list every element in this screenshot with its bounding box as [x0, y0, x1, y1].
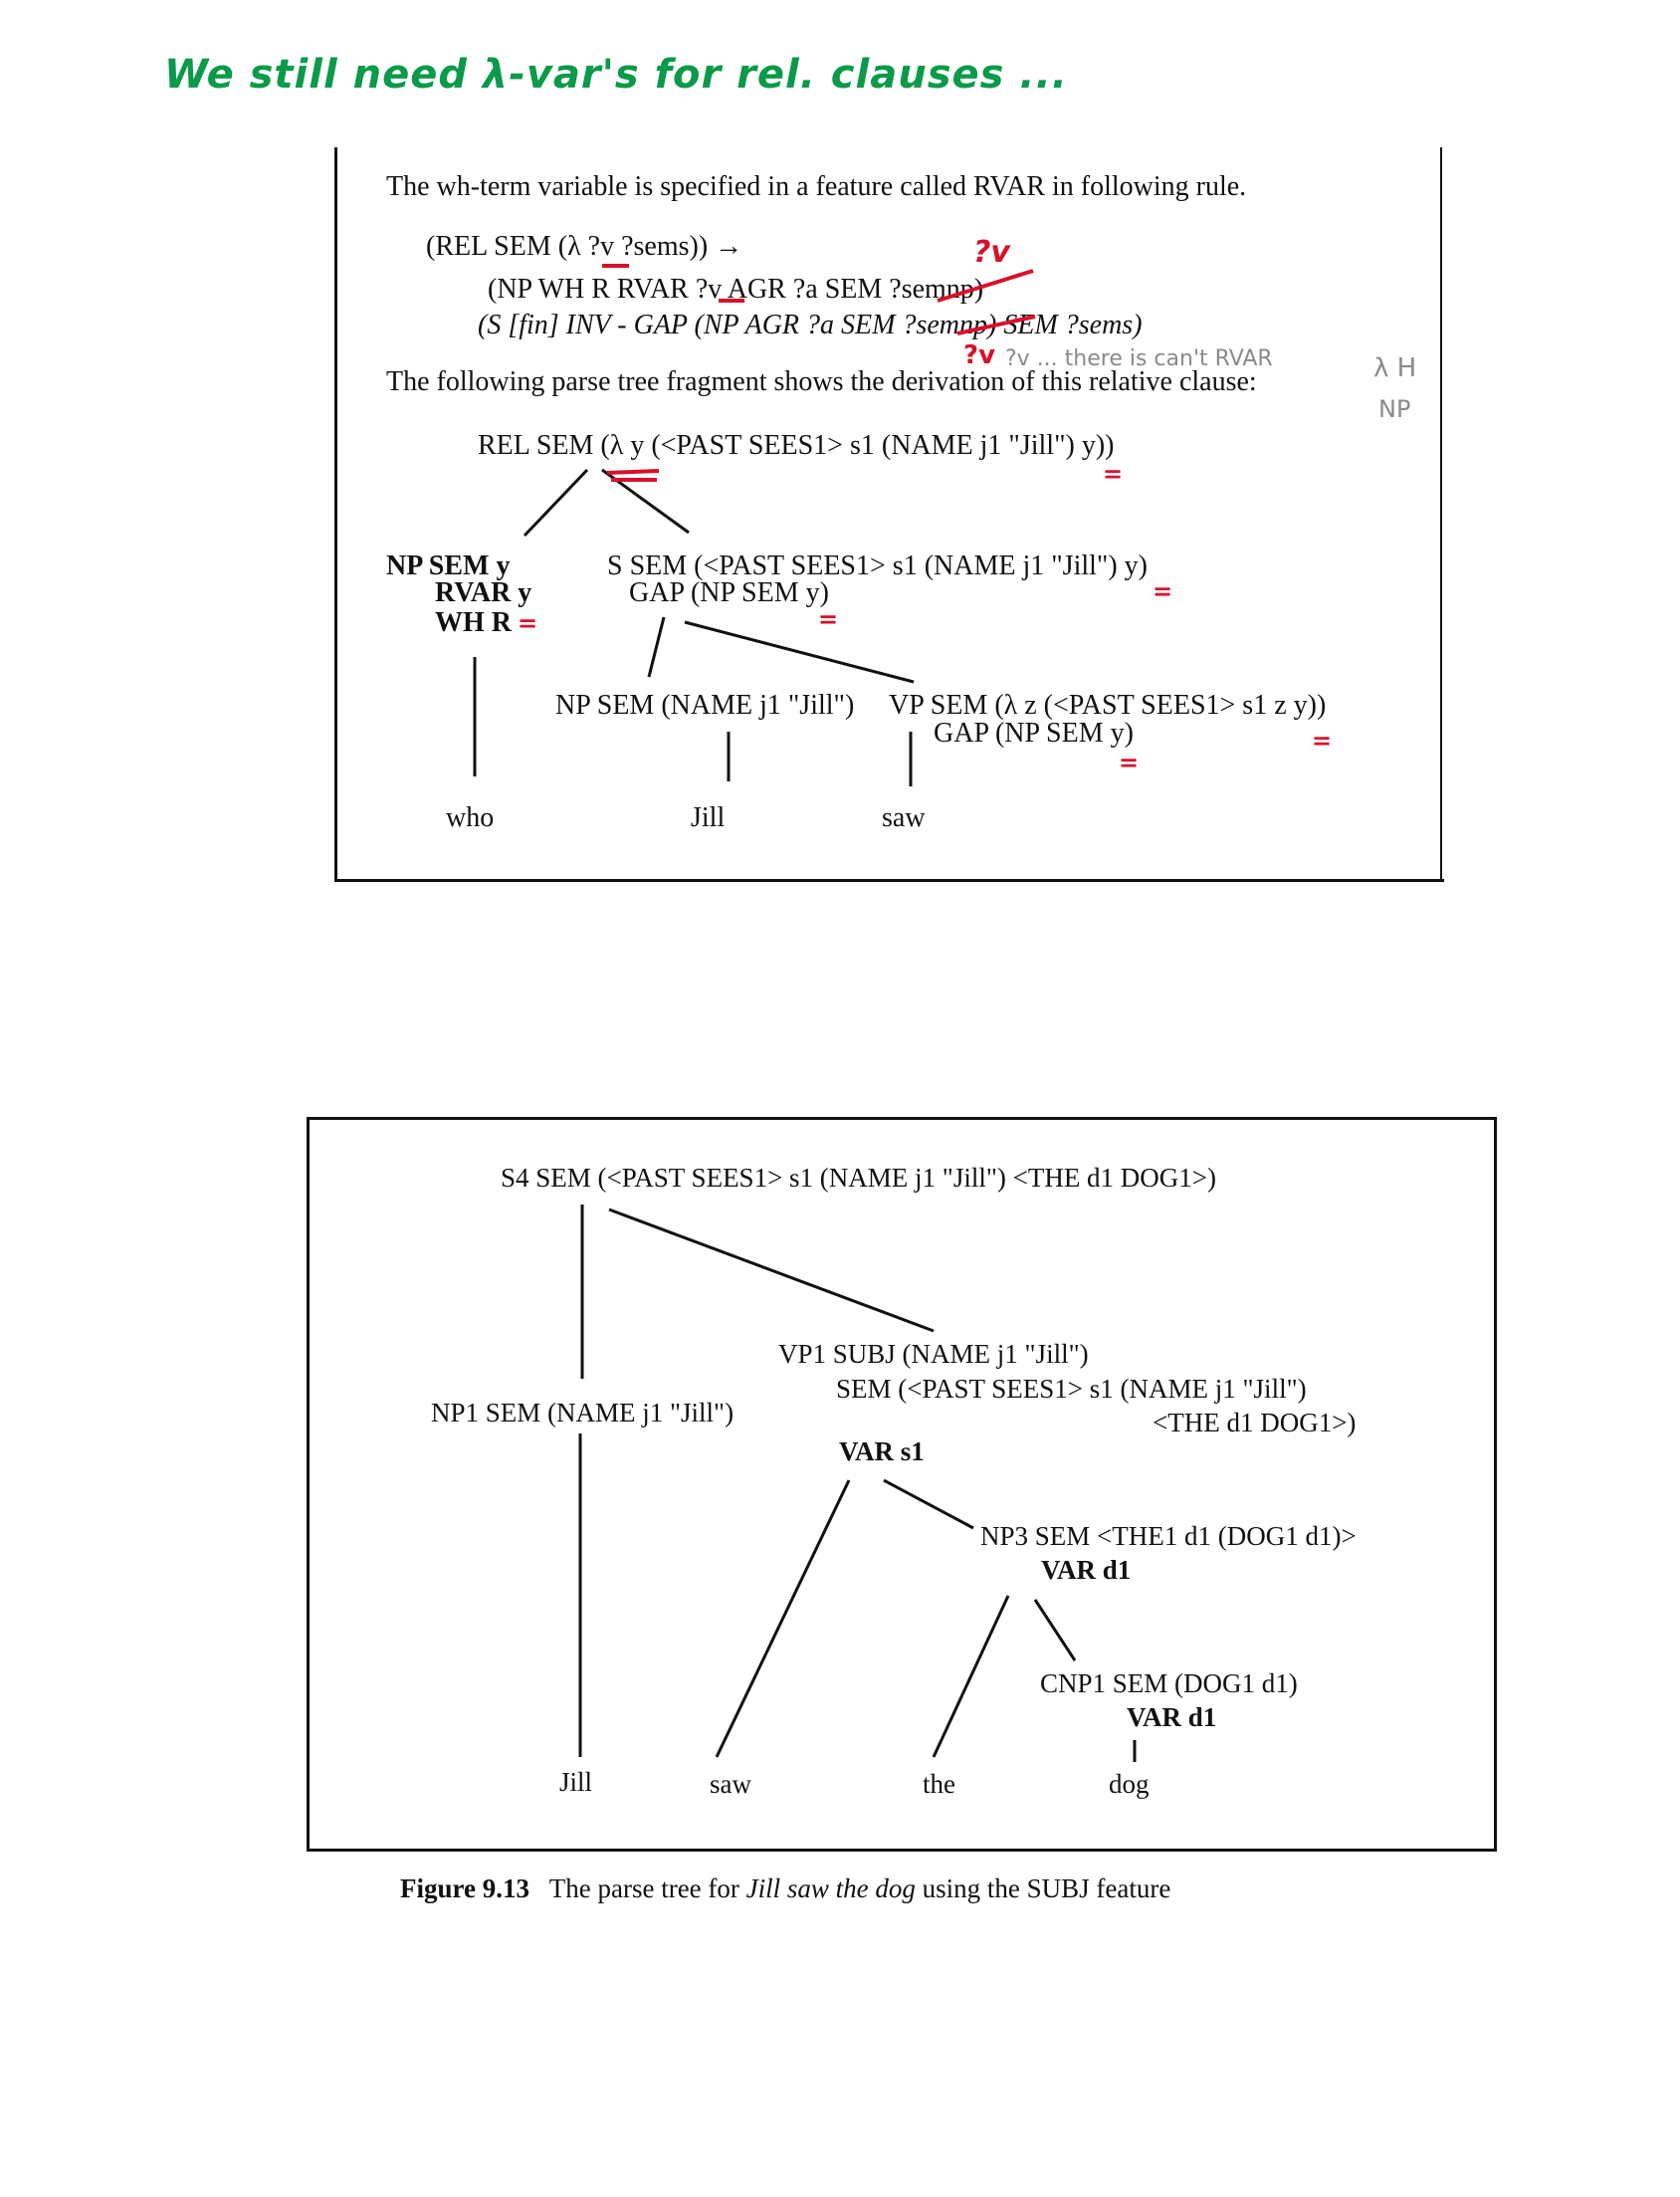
rule-line-3: (S [fin] INV - GAP (NP AGR ?a SEM ?semnp) SEM ?sems) [478, 310, 1143, 340]
np-wh-line: WH R [435, 607, 512, 638]
np3-var-line: VAR d1 [1041, 1555, 1132, 1585]
caption-text-before: The parse tree for [548, 1873, 739, 1903]
caption-label: Figure 9.13 [400, 1873, 529, 1903]
red-rv-mark-1: ?v [973, 235, 1010, 270]
red-equals-1: = [1103, 460, 1124, 488]
leaf-saw-bottom: saw [710, 1769, 751, 1799]
leaf-saw-top: saw [882, 802, 926, 833]
handwritten-note: We still need λ-var's for rel. clauses ... [164, 52, 1068, 98]
s-sem-node: S SEM (<PAST SEES1> s1 (NAME j1 "Jill") y) [607, 550, 1148, 581]
edge-vp1-np3 [884, 1480, 973, 1528]
np-jill-node: NP SEM (NAME j1 "Jill") [555, 690, 855, 721]
vp1-subj-node: VP1 SUBJ (NAME j1 "Jill") [778, 1339, 1089, 1369]
rule-line-2: (NP WH R RVAR ?v AGR ?a SEM ?semnp) [488, 274, 984, 305]
margin-note-np: NP [1378, 395, 1411, 423]
red-equals-2: = [518, 609, 538, 637]
strike-semnp-1 [938, 271, 1033, 301]
edge-np3-cnp1 [1035, 1600, 1075, 1660]
vp1-the-line: <THE d1 DOG1>) [1153, 1408, 1357, 1437]
strike-semnp-2 [957, 317, 1035, 333]
np-sem-node: NP SEM y [386, 550, 511, 581]
red-underline-lambda-1 [607, 471, 659, 473]
red-rv-mark-2: ?v [963, 340, 996, 370]
edge-np3-the [934, 1596, 1008, 1757]
vp-gap-line: GAP (NP SEM y) [934, 718, 1134, 749]
edge-s4-vp1 [609, 1209, 934, 1331]
parse-intro-text: The following parse tree fragment shows the derivation of this relative clause: [386, 366, 1257, 397]
leaf-who: who [446, 802, 495, 833]
s4-root-node: S4 SEM (<PAST SEES1> s1 (NAME j1 "Jill") <THE d1 DOG1>) [501, 1163, 1217, 1193]
rel-root-node: REL SEM (λ y (<PAST SEES1> s1 (NAME j1 "Jill") y)) [478, 430, 1115, 461]
np3-node: NP3 SEM <THE1 d1 (DOG1 d1)> [980, 1521, 1357, 1551]
cnp1-var-line: VAR d1 [1127, 1702, 1217, 1732]
intro-text: The wh-term variable is specified in a feature called RVAR in following rule. [386, 171, 1247, 202]
edge-s-np [649, 617, 664, 677]
edge-s-vp [685, 622, 914, 682]
s-gap-line: GAP (NP SEM y) [629, 577, 829, 608]
red-equals-3: = [1153, 577, 1173, 605]
edge-rel-np [525, 470, 587, 536]
np1-node: NP1 SEM (NAME j1 "Jill") [431, 1398, 735, 1428]
margin-note-there: ?v ... there is can't RVAR [1005, 346, 1273, 371]
leaf-the: the [923, 1769, 955, 1799]
leaf-dog: dog [1109, 1769, 1150, 1799]
vp-sem-node: VP SEM (λ z (<PAST SEES1> s1 z y)) [889, 690, 1327, 721]
edge-vp1-saw [717, 1480, 849, 1757]
rule-line-1: (REL SEM (λ ?v ?sems)) → [426, 231, 743, 262]
vp1-sem-line: SEM (<PAST SEES1> s1 (NAME j1 "Jill") [836, 1374, 1307, 1404]
red-equals-5: = [1312, 727, 1333, 755]
caption-text-after: using the SUBJ feature [922, 1873, 1171, 1903]
leaf-jill-top: Jill [691, 802, 726, 833]
leaf-jill-bottom: Jill [559, 1767, 593, 1797]
vp1-var-line: VAR s1 [839, 1436, 925, 1466]
np-rvar-line: RVAR y [435, 577, 532, 608]
margin-note-lambda: λ H [1373, 353, 1417, 383]
red-equals-6: = [1119, 749, 1140, 776]
red-equals-4: = [818, 605, 839, 633]
caption-italic: Jill saw the dog [745, 1873, 916, 1903]
cnp1-node: CNP1 SEM (DOG1 d1) [1040, 1668, 1298, 1698]
